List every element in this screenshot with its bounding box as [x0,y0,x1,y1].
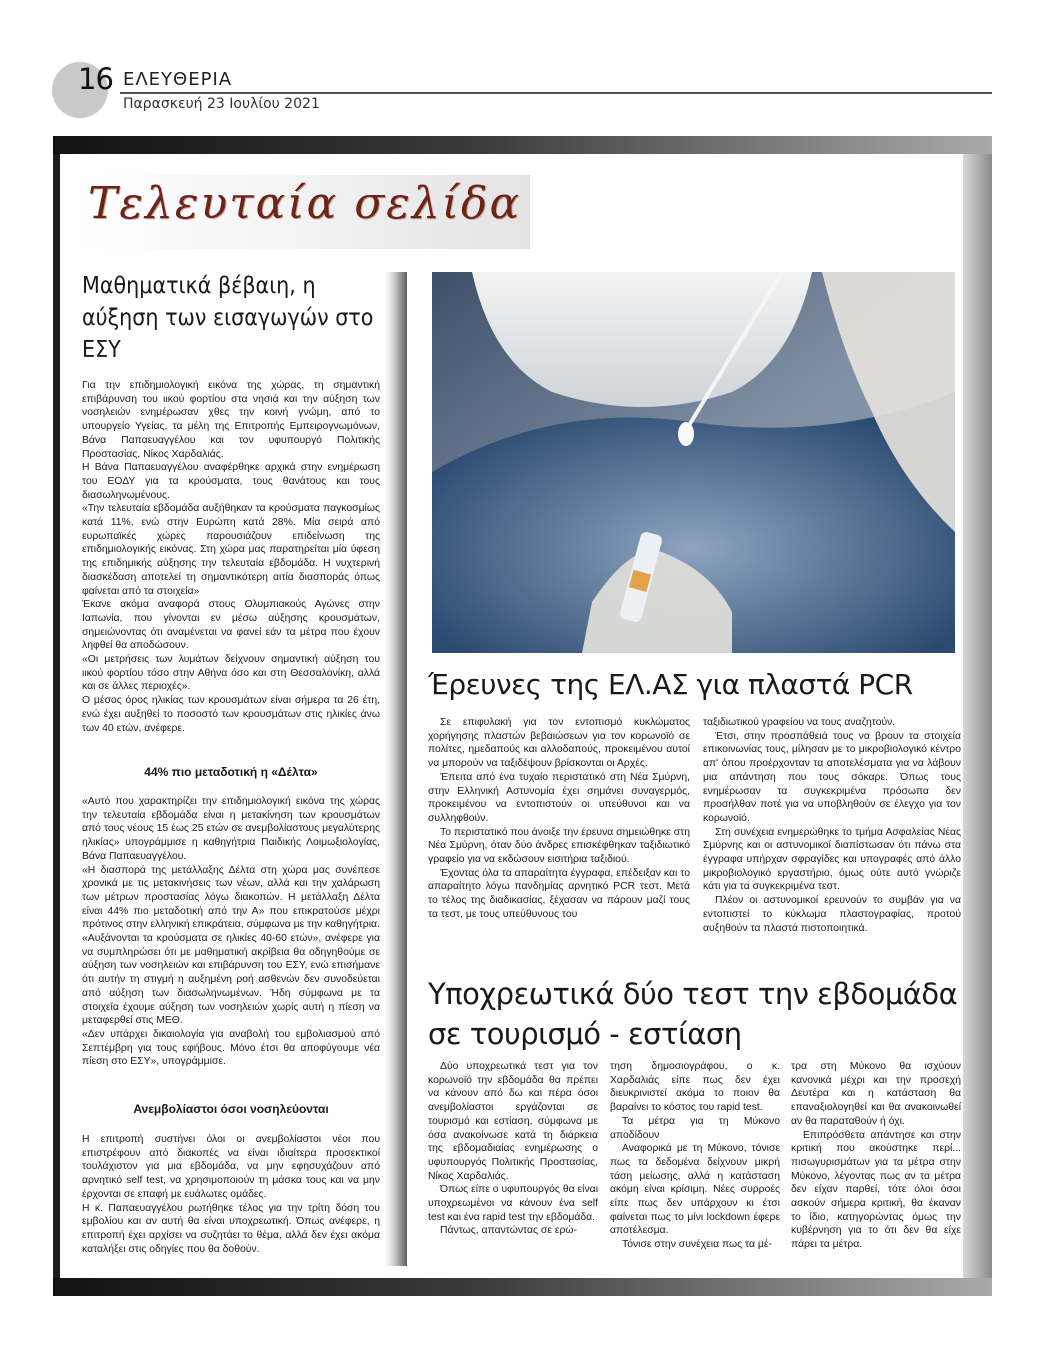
paragraph: Ο μέσος όρος ηλικίας των κρουσμάτων είναι σήμερα τα 26 έτη, ενώ έχει αυξηθεί το ποσοστό των κρουσμάτων στις ηλικίες άνω των 40 ετών, ανέφερε. [82,695,380,734]
paragraph: Δύο υποχρεωτικά τεστ για τον κορωνοϊό την εβδομάδα θα πρέπει να κάνουν από δω και πέρα όσοι ανεμβολίαστοι εργάζονται σε τουρισμό και εστίαση, σύμφωνα με όσα ανακοίνωσε κατά τη διάρκεια της εβδομαδιαίας ενημέρωσης ο υφυπουργός Πολιτικής Προστασίας, Νίκος Χαρδαλιάς. [428,1061,598,1182]
column-divider [385,272,407,1266]
frame-top-bar [53,136,992,154]
paragraph: Έτσι, στην προσπάθειά τους να βρουν τα στοιχεία επικοινωνίας τους, μίλησαν με το μικροβιολογικό κέντρο απ' όπου προέρχονταν τα αποτελέσματα για να λάβουν μια απάντηση που τους σόκαρε. Όπως τους ενημέρωσαν τα συγκεκριμένα πρόσωπα δεν προσήλθαν ποτέ για να υποβληθούν σε έλεγχο για τον κορωνοϊό. [703,730,961,824]
paragraph: «Δεν υπάρχει δικαιολογία για αναβολή του εμβολιασμού από Σεπτέμβρη για τους εφήβους. Μόνο έτσι θα αποφύγουμε νέα πίεση στο ΕΣΥ», υπογράμμισε. [82,1028,380,1068]
paragraph: Όπως είπε ο υφυπουργός θα είναι υποχρεωμένοι να κάνουν ένα self test και ένα rapid test την εβδομάδα. [428,1184,598,1223]
paragraph: Αναφορικά με τη Μύκονο, τόνισε πως τα δεδομένα δείχνουν μικρή τάση μείωσης, αλλά η κατάσταση ακόμη είναι κρίσιμη. Νέες συρροές είπε πως δεν υπάρχουν κι έτσι φαίνεται πως το μίνι lockdown έφερε αποτέλεσμα. [610,1143,780,1237]
page-number: 16 [78,62,113,96]
left-article-subheading-unvaccinated: Ανεμβολίαστοι όσοι νοσηλεύονται [133,1102,329,1116]
paragraph: Πάντως, απαντώντας σε ερώ- [440,1225,577,1237]
paragraph: «Αυξάνονται τα κρούσματα σε ηλικίες 40-60 ετών», ανέφερε για να συμπληρώσει ότι με μαθηματική ακρίβεια θα οδηγηθούμε σε αύξηση των νοσηλειών και επιβάρυνση του ΕΣΥ, ενώ επισήμανε ότι αυτήν τη στιγμή η αυξημένη ροή ασθενών δεν συνοδεύεται από αύξηση των διασωληνωμένων. Ήδη σύμφωνα με τα στοιχεία έχουμε αύξηση των νοσηλειών χωρίς αυτή η πίεση να μεταφερθεί στις ΜΕΘ. [82,933,380,1027]
paragraph: «Η διασπορά της μετάλλαξης Δέλτα στη χώρα μας συνέπεσε χρονικά με τις μετακινήσεις των νέων, αλλά και την χαλάρωση των μέτρων προστασίας λόγω διακοπών. Η μετάλλαξη Δέλτα είναι 44% πιο μεταδοτική από την Α» που επικρατούσε μέχρι πρότινος στην ελληνική επικράτεια, σύμφωνα με την καθηγήτρια. [82,864,380,931]
paragraph: Τόνισε στην συνέχεια πως τα μέ- [622,1239,772,1251]
paragraph: Στη συνέχεια ενημερώθηκε το τμήμα Ασφαλείας Νέας Σμύρνης και οι αστυνομικοί διαπίστωσαν ότι πάνω στα έγγραφα υπήρχαν σφραγίδες και υπογραφές από άλλο μικροβιολογικό εργαστήριο, όμως ούτε αυτό γνώριζε κάτι για τα συγκεκριμένα τεστ. [703,826,961,893]
paragraph: τηση δημοσιογράφου, ο κ. Χαρδαλιάς είπε πως δεν έχει διευκρινιστεί ακόμα το ποιον θα βαραίνει το κόστος του rapid test. [610,1061,780,1114]
newspaper-name: ΕΛΕΥΘΕΡΙΑ [123,69,233,90]
paragraph: Η επιτροπή συστήνει όλοι οι ανεμβολίαστοι νέοι που επιστρέφουν από διακοπές να είναι ιδιαίτερα προσεκτικοί τουλάχιστον για μια εβδομάδα, να μην εφησυχάζουν από αρνητικό self test, να χρησιμοποιούν τη μάσκα τους και να μην έρχονται σε επαφή με ευάλωτες ομάδες. [82,1134,380,1200]
pcr-article-column-2 [703,716,961,935]
pcr-swab-test-photo [432,272,955,653]
frame-bottom-bar [53,1278,992,1296]
paragraph: τρα στη Μύκονο θα ισχύουν κανονικά μέχρι και την προσεχή Δευτέρα και η κατάσταση θα επαναξιολογηθεί και θα ανακοινωθεί αν θα παραταθούν ή όχι. [791,1061,961,1127]
tourism-article-column-1 [428,1060,598,1238]
paragraph: «Την τελευταία εβδομάδα αυξήθηκαν τα κρούσματα παγκοσμίως κατά 11%, ενώ στην Ευρώπη κατά 28%. Μία σειρά από ευρωπαϊκές χώρες παρουσιάζουν επιδείνωση της επιδημιολογικής εικόνας. Στη χώρα μας παρατηρείται μία ύφεση της επιδημικής αύξησης την τελευταία εβδομάδα. Η νυχτερινή διασκέδαση αποτελεί τη σημαντικότερη αιτία διασποράς όπως φαίνεται από τα στοιχεία» [82,503,380,597]
paragraph: Πλέον οι αστυνομικοί ερευνούν το συμβάν για να εντοπιστεί το κύκλωμα πλαστογραφίας, προτού αυξηθούν τα πλαστά πιστοποιητικά. [703,895,961,934]
paragraph: Το περιστατικό που άνοιξε την έρευνα σημειώθηκε στη Νέα Σμύρνη, όταν δύο άνδρες επισκέφθηκαν ταξιδιωτικό γραφείο για να εκδώσουν εισιτήρια ταξιδιού. [428,826,690,866]
frame-left-border [53,154,60,1296]
paragraph: Έκανε ακόμα αναφορά στους Ολυμπιακούς Αγώνες στην Ιαπωνία, που γίνονται εν μέσω αύξησης κρουσμάτων, σημειώνοντας ότι αναμένεται να φανεί εάν τα μέτρα που έχουν ληφθεί θα αποδώσουν. [82,599,380,652]
tourism-article-headline: Υποχρεωτικά δύο τεστ την εβδομάδα σε τουρισμό - εστίαση [428,977,958,1051]
paragraph: Τα μέτρα για τη Μύκονο αποδίδουν [610,1115,780,1141]
pcr-article-headline: Έρευνες της ΕΛ.ΑΣ για πλαστά PCR [428,668,913,701]
paragraph: «Οι μετρήσεις των λυμάτων δείχνουν σημαντική αύξηση του ιικού φορτίου τόσο στην Αθήνα όσο και στη Θεσσαλονίκη, αλλά και σε άλλες περιοχές». [82,654,380,693]
paragraph: Έπειτα από ένα τυχαίο περιστατικό στη Νέα Σμύρνη, στην Ελληνική Αστυνομία έχει σημάνει συναγερμός, προκειμένου να εντοπιστούν οι υπεύθυνοι και να συλληφθούν. [428,771,690,824]
header-divider [120,92,992,94]
pcr-article-column-1 [428,716,690,922]
paragraph: Η Βάνα Παπαευαγγέλου αναφέρθηκε αρχικά στην ενημέρωση του ΕΟΔΥ για τα κρούσματα, τους θανάτους και τους διασωληνωμένους. [82,462,380,501]
paragraph: Σε επιφυλακή για τον εντοπισμό κυκλώματος χορήγησης πλαστών βεβαιώσεων για τον κορωνοϊό σε πολίτες, ημεδαπούς και αλλοδαπούς, προκειμένου αυτοί να μπορούν να ταξιδέψουν βρίσκονται οι Αρχές. [428,717,690,770]
issue-date: Παρασκευή 23 Ιουλίου 2021 [123,96,320,112]
paragraph: Η κ. Παπαευαγγέλου ρωτήθηκε τέλος για την τρίτη δόση του εμβολίου και αν αυτή θα είναι υποχρεωτική. Όπως ανέφερε, η επιτροπή έχει αρχίσει να συζητάει το θέμα, αλλά δεν έχει ακόμα καταλήξει στις οδηγίες που θα δοθούν. [82,1202,380,1255]
paragraph: «Αυτό που χαρακτηρίζει την επιδημιολογική εικόνα της χώρας την τελευταία εβδομάδα είναι η μετακίνηση των κρουσμάτων από τους νέους 15 έως 25 ετών σε ανεμβολίαστους μεγαλύτερης ηλικίας» υπογράμμισε η καθηγήτρια Παιδικής Λοιμωξιολογίας, Βάνα Παπαευαγγέλου. [82,796,380,862]
paragraph: ταξιδιωτικού γραφείου να τους αναζητούν. [703,717,896,728]
paragraph: Για την επιδημιολογική εικόνα της χώρας, τη σημαντική επιβάρυνση του ιικού φορτίου στα νησιά και την αύξηση των νοσηλειών ενημέρωσαν χθες την κοινή γνώμη, από το υπουργείο Υγείας, τα μέλη της Επιτροπής Εμπειρογνωμόνων, Βάνα Παπαευαγγέλου και τον υφυπουργό Πολιτικής Προστασίας, Νίκος Χαρδαλιάς. [82,380,380,460]
frame-right-border [963,154,992,1296]
left-article-headline: Μαθηματικά βέβαιη, η αύξηση των εισαγωγών στο ΕΣΥ [82,273,374,363]
paragraph: Επιπρόσθετα απάντησε και στην κριτική που ακούστηκε περί... πισωγυρισμάτων για τα μέτρα στην Μύκονο, λέγοντας πως αν τα μέτρα δεν είχαν παρθεί, τότε όλοι όσοι ασκούν σήμερα κριτική, θα έκαναν το ίδιο, κατηγορώντας όμως την κυβέρνηση για το ότι δεν θα είχε πάρει τα μέτρα. [791,1129,961,1251]
left-article-body-3 [82,1133,380,1256]
left-article-body-1 [82,379,380,735]
tourism-article-column-3 [791,1060,961,1252]
paragraph: Έχοντας όλα τα απαραίτητα έγγραφα, επέδειξαν και το απαραίτητο λόγω πανδημίας αρνητικό PCR τεστ. Μετά το τέλος της διαδικασίας, ξέχασαν να πάρουν μαζί τους τα τεστ, με τους υπεύθυνους του [428,867,690,920]
left-article-body-2 [82,795,380,1069]
left-article-subheading-delta: 44% πιο μεταδοτική η «Δέλτα» [144,765,318,779]
section-banner-title: Τελευταία σελίδα [88,178,522,229]
tourism-article-column-2 [610,1060,780,1252]
